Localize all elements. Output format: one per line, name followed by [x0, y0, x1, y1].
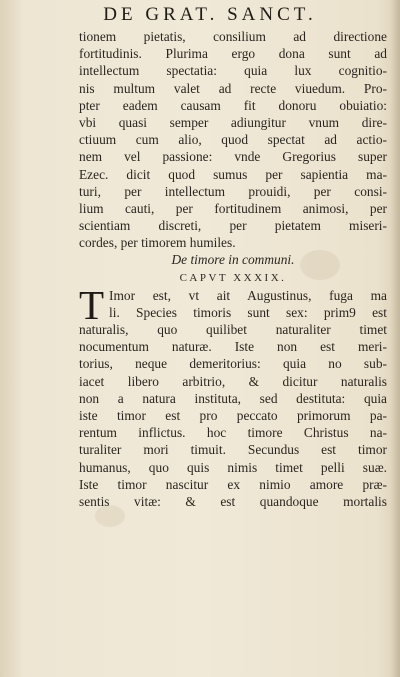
text-line: sentis vitæ: & est quandoque mortalis	[79, 493, 387, 509]
text-line: tionem pietatis, consilium ad directione	[79, 29, 387, 44]
text-line: scientiam discreti, per pietatem miseri-	[79, 218, 387, 234]
text-line: torius, neque demeritorius: quia no sub-	[79, 356, 387, 372]
text-line: naturalis, quo quilibet naturaliter timet	[79, 322, 387, 337]
text-line: nis multum valet ad recte viuedum. Pro-	[79, 80, 387, 96]
text-line: iacet libero arbitrio, & dicitur naturalis	[79, 373, 387, 389]
main-text	[79, 28, 387, 510]
text-line: pter eadem causam fit donoru obuiatio:	[79, 97, 387, 113]
section-title: De timore in communi.	[171, 252, 295, 268]
text-line: turaliter mori timuit. Secundus est timor	[79, 442, 387, 458]
text-line: Imor est, vt ait Augustinus, fuga ma	[109, 287, 387, 303]
text-line: fortitudinis. Plurima ergo dona sunt ad	[79, 46, 387, 62]
text-line: lium cauti, per fortitudinem animosi, per	[79, 200, 387, 216]
text-line: rentum inflictus. hoc timore Christus na-	[79, 425, 387, 441]
text-line: li. Species timoris sunt sex: prim9 est	[109, 304, 387, 320]
text-line: Iste timor nascitur ex nimio amore præ-	[79, 476, 387, 492]
text-line: turi, per intellectum prouidi, per consi-	[79, 183, 387, 199]
text-line: iste timor est pro peccato primorum pa-	[79, 407, 387, 423]
text-line: ctiuum cum alio, quod spectat ad actio-	[79, 132, 387, 148]
drop-cap-paragraph	[79, 281, 387, 328]
page-edge-shadow	[390, 0, 400, 677]
text-line: intellectum spectatia: quia lux cognitio-	[79, 63, 387, 79]
text-line: nem vel passione: vnde Gregorius super	[79, 149, 387, 165]
running-head: DE GRAT. SANCT.	[103, 4, 317, 25]
text-line: humanus, quo quis nimis timet pelli suæ.	[79, 459, 387, 475]
text-line: vbi quasi semper adiungitur vnum dire-	[79, 114, 387, 130]
text-line: cordes, per timorem humiles.	[79, 235, 236, 251]
text-line: nocumentum naturæ. Iste non est meri-	[79, 339, 387, 355]
text-line: non a natura instituta, sed destituta: quia	[79, 390, 387, 406]
text-line: Ezec. dicit quod sumus per sapientia ma-	[79, 166, 387, 182]
drop-cap: T	[79, 281, 105, 328]
chapter-heading: CAPVT XXXIX.	[179, 271, 287, 284]
